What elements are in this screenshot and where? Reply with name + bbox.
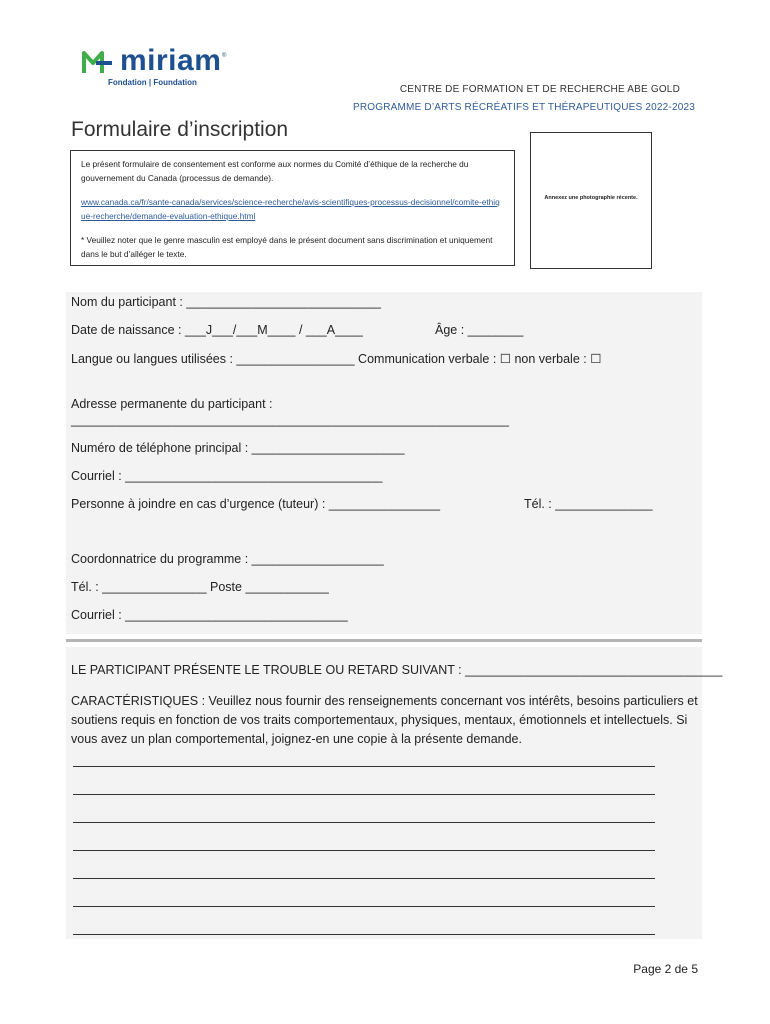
logo-wordmark: miriam — [120, 44, 222, 77]
answer-line[interactable] — [73, 850, 655, 851]
trouble-field[interactable]: LE PARTICIPANT PRÉSENTE LE TROUBLE OU RETARD SUIVANT : _____________________________________ — [71, 663, 723, 677]
urgence-field[interactable]: Personne à joindre en cas d’urgence (tuteur) : ________________ — [71, 497, 441, 511]
nom-field[interactable]: Nom du participant : ____________________________ — [71, 295, 381, 309]
programme-heading: PROGRAMME D’ARTS RÉCRÉATIFS ET THÉRAPEUTIQUES 2022-2023 — [352, 102, 695, 113]
photo-box[interactable] — [530, 132, 652, 269]
consent-box — [70, 150, 515, 266]
consent-intro: Le présent formulaire de consentement est conforme aux normes du Comité d’éthique de la recherche du gouvernement du Canada (processus de demande). — [81, 159, 469, 183]
caracteristiques-text: CARACTÉRISTIQUES : Veuillez nous fournir des renseignements concernant vos intérêts, besoins particuliers et soutiens requis en fonction de vos traits comportementaux, physiques, mentaux, émotionnels et intellectuels. Si vous avez un plan comportemental, joignez-en une copie à la présente demande. — [71, 694, 698, 746]
tel-urgence-field[interactable]: Tél. : ______________ — [524, 497, 653, 511]
logo-subtitle: Fondation | Foundation — [108, 78, 197, 87]
gender-note: * Veuillez noter que le genre masculin est employé dans le présent document sans discrimination et uniquement dans le but d’alléger le texte. — [81, 235, 493, 259]
answer-line[interactable] — [73, 906, 655, 907]
coordonnatrice-field[interactable]: Coordonnatrice du programme : ___________________ — [71, 552, 384, 566]
miriam-logo — [82, 44, 252, 92]
courriel-coord-field[interactable]: Courriel : ________________________________ — [71, 608, 348, 622]
registered-mark: ® — [222, 53, 227, 59]
trouble-panel — [66, 647, 702, 939]
courriel-field[interactable]: Courriel : _____________________________________ — [71, 469, 383, 483]
telephone-field[interactable]: Numéro de téléphone principal : ______________________ — [71, 441, 405, 455]
tel-poste-field[interactable]: Tél. : _______________ Poste ____________ — [71, 580, 329, 594]
page-title: Formulaire d’inscription — [71, 118, 289, 141]
langue-field[interactable]: Langue ou langues utilisées : _________________ Communication verbale : ☐ non verbale : ☐ — [71, 352, 602, 366]
adresse-line[interactable]: _______________________________________________________________ — [71, 413, 509, 427]
adresse-label: Adresse permanente du participant : — [71, 397, 273, 411]
page-number: Page 2 de 5 — [633, 962, 698, 976]
answer-line[interactable] — [73, 878, 655, 879]
naissance-field[interactable]: Date de naissance : ___J___/___M____ / ___A____ — [71, 323, 363, 337]
section-divider — [66, 639, 702, 642]
age-field[interactable]: Âge : ________ — [435, 323, 524, 337]
answer-line[interactable] — [73, 766, 655, 767]
ethics-link[interactable]: www.canada.ca/fr/sante-canada/services/science-recherche/avis-scientifiques-processus-decisionnel/comite-ethique-recherche/demande-evaluation-ethique.html — [81, 197, 500, 221]
answer-line[interactable] — [73, 794, 655, 795]
answer-line[interactable] — [73, 934, 655, 935]
answer-line[interactable] — [73, 822, 655, 823]
photo-label: Annexez une photographie récente. — [544, 195, 638, 201]
centre-heading: CENTRE DE FORMATION ET DE RECHERCHE ABE GOLD — [399, 84, 680, 95]
miriam-mark-icon — [82, 51, 114, 75]
